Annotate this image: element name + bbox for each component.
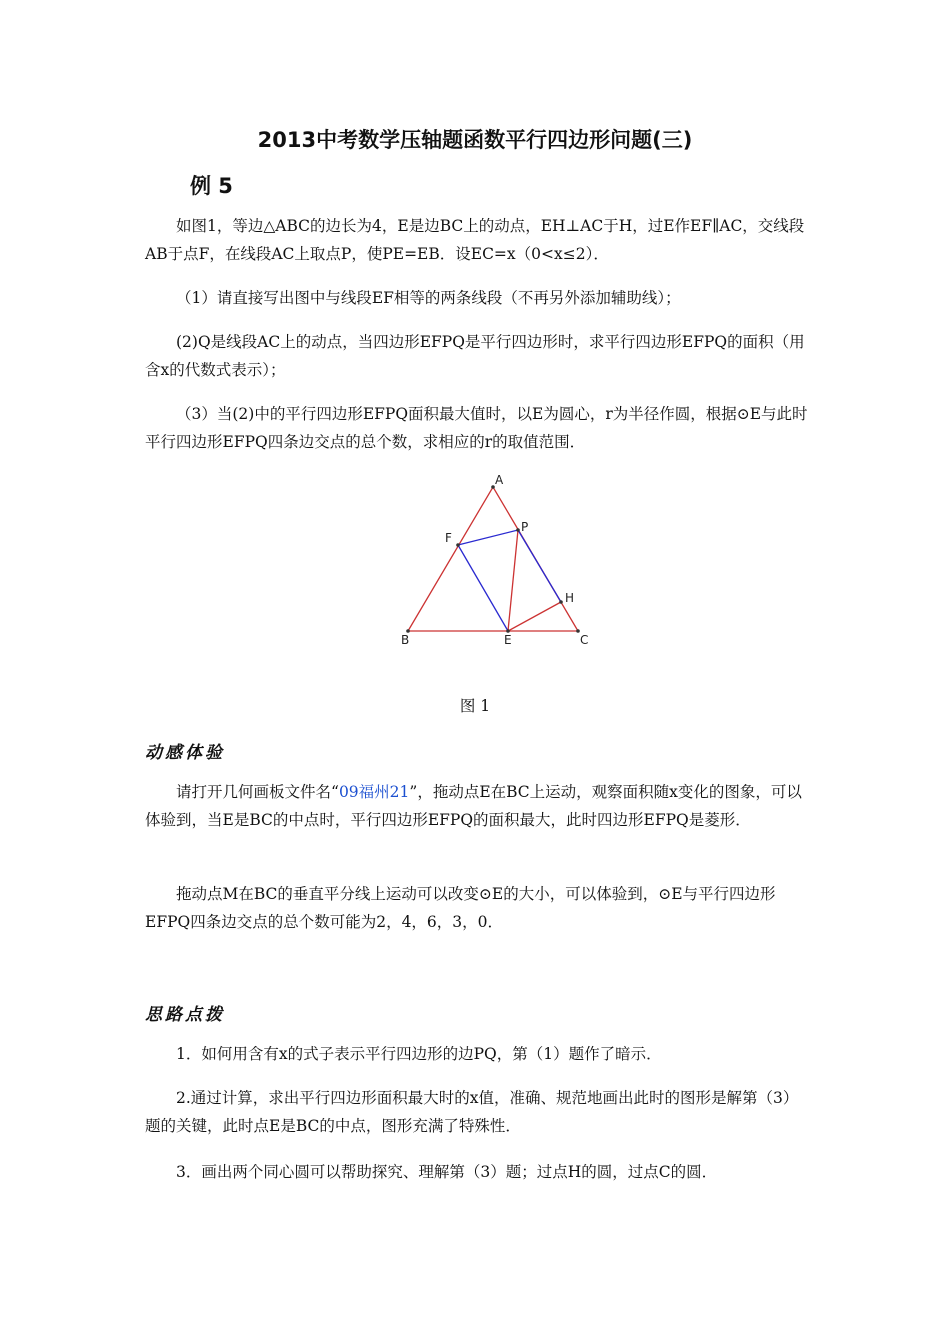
example-label: 例 5: [190, 174, 233, 198]
hint-heading: 思路点拨: [145, 1005, 225, 1025]
point-p: [516, 528, 520, 532]
label-p: P: [521, 520, 529, 534]
page-title: 2013中考数学压轴题函数平行四边形问题(三): [257, 128, 693, 152]
label-e: E: [504, 633, 512, 647]
dynamic-heading: 动感体验: [145, 743, 225, 763]
dynamic-text-after: ”，拖动点E在BC上运动，观察面积随x变化的图象，可以体验到，当E是BC的中点时，平行四边形EFPQ的面积最大，此时四边形EFPQ是菱形．: [145, 783, 802, 829]
triangle-outline: [408, 487, 578, 631]
hint-item-3: 3．画出两个同心圆可以帮助探究、理解第（3）题；过点H的圆，过点C的圆．: [176, 1163, 718, 1181]
point-markers: [406, 485, 580, 633]
question-2: (2)Q是线段AC上的动点，当四边形EFPQ是平行四边形时，求平行四边形EFPQ的面积（用含x的代数式表示）；: [145, 333, 805, 379]
segment-fe: [458, 545, 508, 631]
triangle-abc: [408, 487, 578, 631]
label-f: F: [445, 531, 452, 545]
segment-ph: [518, 530, 561, 602]
hint-item-1: 1．如何用含有x的式子表示平行四边形的边PQ，第（1）题作了暗示．: [176, 1045, 662, 1063]
label-h: H: [565, 591, 575, 605]
point-f: [456, 543, 460, 547]
question-3: （3）当(2)中的平行四边形EFPQ面积最大值时，以E为圆心，r为半径作圆，根据⊙E与此时平行四边形EFPQ四条边交点的总个数，求相应的r的取值范围．: [145, 405, 808, 451]
dynamic-text-before: 请打开几何画板文件名“: [176, 783, 339, 801]
point-h: [559, 600, 563, 604]
segment-pe: [508, 530, 518, 631]
figure-caption: 图 1: [459, 697, 491, 715]
label-b: B: [401, 633, 410, 647]
dynamic-paragraph-2: 拖动点M在BC的垂直平分线上运动可以改变⊙E的大小，可以体验到，⊙E与平行四边形EFPQ四条边交点的总个数可能为2，4，6，3，0．: [145, 885, 776, 931]
segment-eh: [508, 602, 561, 631]
sketch-file-link[interactable]: 09福州21: [338, 783, 410, 801]
hint-item-2: 2.通过计算，求出平行四边形面积最大时的x值，准确、规范地画出此时的图形是解第（3）题的关键，此时点E是BC的中点，图形充满了特殊性．: [145, 1089, 799, 1135]
label-a: A: [495, 473, 504, 487]
problem-intro: 如图1，等边△ABC的边长为4，E是边BC上的动点，EH⊥AC于H，过E作EF∥AC，交线段AB于点F，在线段AC上取点P，使PE=EB．设EC=x（0<x≤2）．: [145, 217, 805, 263]
dynamic-paragraph-1: [145, 778, 810, 834]
label-c: C: [580, 633, 589, 647]
question-1: （1）请直接写出图中与线段EF相等的两条线段（不再另外添加辅助线）；: [176, 289, 681, 307]
